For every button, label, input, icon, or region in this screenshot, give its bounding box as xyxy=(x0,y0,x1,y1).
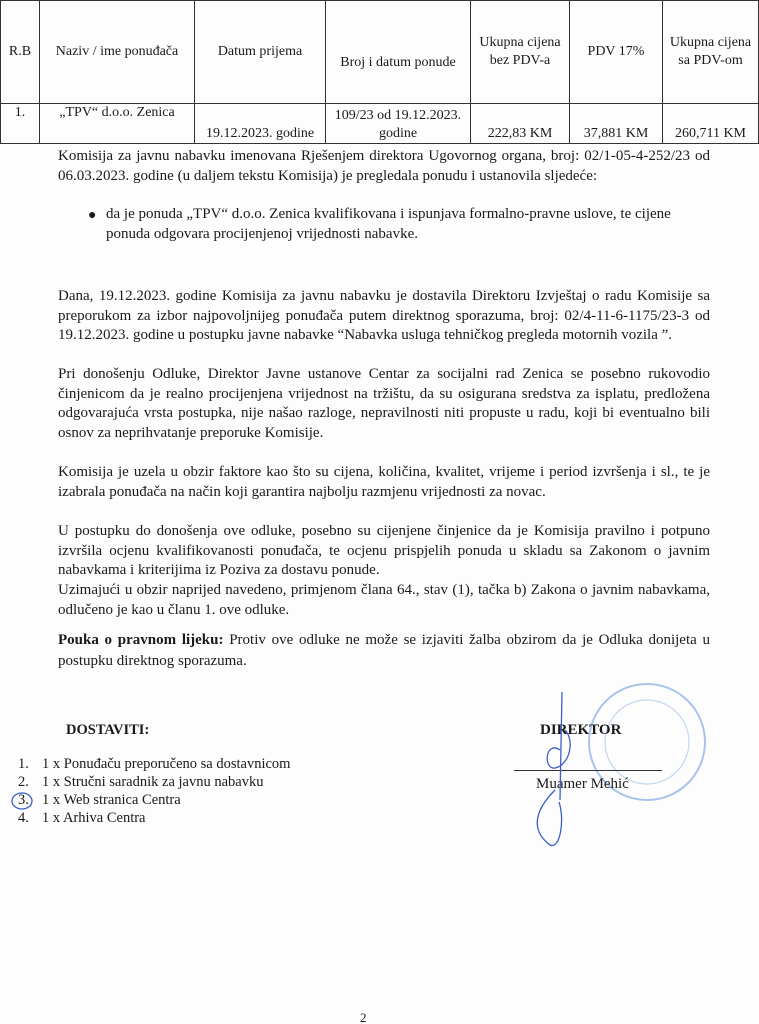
cell: 1. xyxy=(1,104,40,144)
header-cell: Ukupna cijena sa PDV-om xyxy=(663,1,759,104)
bullet-item: da je ponuda „TPV“ d.o.o. Zenica kvalifikovana i ispunjava formalno-pravne uslove, te cijene ponuda odgovara procijenjenoj vrijednosti nabavke. xyxy=(106,206,671,242)
paragraph-commission: Komisija za javnu nabavku imenovana Rješenjem direktora Ugovornog organa, broj: 02/1-05-4-252/23 od 06.03.2023. godine (u daljem tekstu Komisija) je pregledala ponudu i ustanovila sljedeće: xyxy=(58,148,710,184)
header-cell: R.B xyxy=(1,1,40,104)
signer-name: Muamer Mehić xyxy=(536,776,629,792)
list-item: 3. 1 x Web stranica Centra xyxy=(18,792,181,808)
page-number: 2 xyxy=(360,1010,367,1024)
list-item: 4. 1 x Arhiva Centra xyxy=(18,810,146,826)
handwritten-circle-mark xyxy=(10,790,36,812)
header-cell: Naziv / ime ponuđača xyxy=(40,1,195,104)
list-item: 1. 1 x Ponuđaču preporučeno sa dostavnicom xyxy=(18,756,291,772)
list-item: 2. 1 x Stručni saradnik za javnu nabavku xyxy=(18,774,264,790)
cell: 37,881 KM xyxy=(570,104,663,144)
offers-table xyxy=(0,0,759,144)
header-cell: PDV 17% xyxy=(570,1,663,104)
cell: „TPV“ d.o.o. Zenica xyxy=(40,104,195,144)
cell: 19.12.2023. godine xyxy=(195,104,326,144)
legal-remedy-text: Protiv ove odluke ne može se izjaviti žalba obzirom da je Odluka donijeta u postupku direktnog sporazuma. xyxy=(58,632,711,669)
paragraph-legal-remedy xyxy=(58,630,710,672)
handwritten-signature xyxy=(525,690,595,850)
paragraph-conclusion: Uzimajući u obzir naprijed navedeno, primjenom člana 64., stav (1), tačka b) Zakona o javnim nabavkama, odlučeno je kao u članu 1. ove odluke. xyxy=(58,582,710,618)
paragraph-factors: Komisija je uzela u obzir faktore kao što su cijena, količina, kvalitet, vrijeme i period izvršenja i sl., te je izabrala ponuđača na način koji garantira najbolju razmjenu vrijednosti za novac. xyxy=(58,464,710,500)
cell: 260,711 KM xyxy=(663,104,759,144)
paragraph-decision: Pri donošenju Odluke, Direktor Javne ustanove Centar za socijalni rad Zenica se posebno rukovodio činjenicom da je realno procijenjena vrijednost na tržištu, da su osigurana sredstva za isplatu, predložena odgovarajuća vrsta postupka, nije našao razloge, nepravilnosti niti propuste u radu, koji bi eventualno bili osnov za neprihvatanje preporuke Komisije. xyxy=(58,366,710,441)
paragraph-procedure: U postupku do donošenja ove odluke, posebno su cijenjene činjenice da je Komisija pravilno i potpuno izvršila ocjenu kvalifikovanosti ponuđača, te ocjenu prispjelih ponuda u skladu sa Zakonom o javnim nabavkama i kriterijima iz Poziva za dostavu ponude. xyxy=(58,523,710,579)
cell: 222,83 KM xyxy=(471,104,570,144)
signature-title: DIREKTOR xyxy=(540,722,622,738)
header-cell: Broj i datum ponude xyxy=(326,1,471,104)
legal-remedy-label: Pouka o pravnom lijeku: xyxy=(58,632,224,648)
table-row xyxy=(1,104,759,144)
header-cell: Ukupna cijena bez PDV-a xyxy=(471,1,570,104)
table-header-row xyxy=(1,1,759,104)
bullet-icon: ● xyxy=(88,208,97,223)
paragraph-report: Dana, 19.12.2023. godine Komisija za javnu nabavku je dostavila Direktoru Izvještaj o radu Komisije sa preporukom za izbor najpovoljnijeg ponuđača putem direktnog sporazuma, broj: 02/4-11-6-1175/23-3 od 19.12.2023. godine u postupku javne nabavke “Nabavka usluga tehničkog pregleda motornih vozila ”. xyxy=(58,288,710,344)
cell: 109/23 od 19.12.2023. godine xyxy=(326,104,471,144)
header-cell: Datum prijema xyxy=(195,1,326,104)
dostaviti-title: DOSTAVITI: xyxy=(66,722,150,738)
